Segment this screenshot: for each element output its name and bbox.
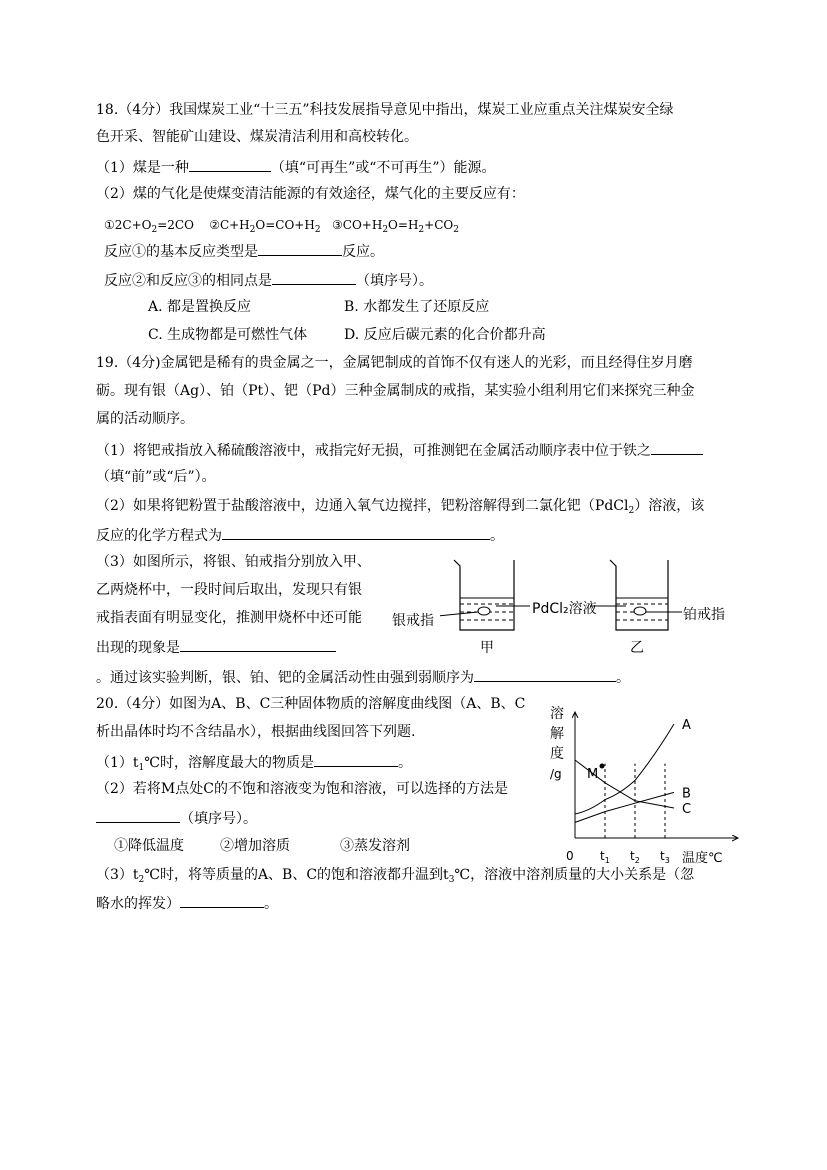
q20-part2-b: （填序号）。 [96, 808, 257, 828]
curve-label-B: B [682, 786, 691, 802]
q20-p3-blank[interactable] [180, 893, 264, 908]
tick-label-t2: $t_2$ [630, 849, 640, 865]
q19-p3-blank2[interactable] [474, 667, 616, 682]
q18-p1-blank[interactable] [189, 157, 271, 172]
q19-p3-l4: 出现的现象是 [96, 637, 336, 657]
point-m [600, 764, 605, 769]
q20-part3-b: 略水的挥发） 。 [96, 893, 278, 913]
q19-line2: 砺。现有银（Ag）、铂（Pt）、钯（Pd）三种金属制成的戒指，某实验小组利用它们来探究三种金 [96, 383, 695, 399]
ylabel-unit: /g [550, 767, 562, 781]
q18-part2: （2）煤的气化是使煤变清洁能源的有效途径，煤气化的主要反应有： [96, 186, 525, 202]
q19-line1: 19.（4分)金属钯是稀有的贵金属之一，金属钯制成的首饰不仅有迷人的光彩，而且经得住岁月磨 [96, 355, 693, 371]
q18-r1: 反应①的基本反应类型是 反应。 [104, 241, 384, 261]
q19-p3-l2: 乙两烧杯中，一段时间后取出，发现只有银 [96, 582, 362, 598]
q18-reactions: $①2C+O_2=2CO$ $②C+H_2O=CO+H_2$ $③CO+H_2O=H_2+CO_2$ [104, 218, 459, 235]
curve-B [575, 792, 674, 822]
q19-part2: （2）如果将钯粉置于盐酸溶液中，边通入氧气边搅拌，钯粉溶解得到二氯化钯（PdCl$_2$）溶液，该 [96, 498, 705, 516]
label-beaker-yi: 乙 [630, 640, 644, 656]
beaker-figure [440, 556, 740, 636]
silver-ring-shape [478, 607, 490, 615]
curve-label-C: C [682, 802, 692, 817]
q20-part3: $(3)t_2℃$时，将等质量的A、B、C的饱和溶液都升温到$t_3℃$，溶液中溶剂质量的大小关系是（忽 [96, 867, 695, 885]
xlabel: 温度℃ [682, 851, 723, 866]
q18-line2: 色开采、智能矿山建设、煤炭清洁利用和高校转化。 [96, 129, 418, 145]
q20-opt2: ②增加溶质 [220, 838, 290, 854]
q19-p1-blank[interactable] [651, 440, 703, 455]
label-beaker-jia: 甲 [480, 640, 494, 656]
ylabel-char-1: 溶 [550, 706, 564, 722]
q18-option-b: B. 水都发生了还原反应 [344, 299, 490, 315]
q18-p1-text-a: （1）煤是一种 [96, 160, 189, 176]
q18-line1: 18.（4分）我国煤炭工业“十三五”科技发展指导意见中指出，煤炭工业应重点关注煤炭安全绿 [96, 102, 674, 118]
q18-r2-blank[interactable] [272, 270, 356, 285]
q19-p3-l3: 戒指表面有明显变化，推测甲烧杯中还可能 [96, 610, 362, 626]
platinum-ring-shape [634, 607, 646, 615]
q19-part1-b: （填“前”或“后”）。 [96, 469, 216, 485]
q18-option-d: D. 反应后碳元素的化合价都升高 [344, 327, 546, 343]
q20-p2-blank[interactable] [96, 808, 180, 823]
ylabel-char-2: 解 [550, 726, 564, 742]
q20-line2: 析出晶体时均不含结晶水），根据曲线图回答下列题. [96, 724, 416, 740]
q19-p3-blank1[interactable] [180, 637, 336, 652]
q19-part1: （1）将钯戒指放入稀硫酸溶液中，戒指完好无损，可推测钯在金属活动顺序表中位于铁之 [96, 440, 703, 460]
q18-option-c: C. 生成物都是可燃性气体 [148, 327, 308, 343]
q20-part2: （2）若将M点处C的不饱和溶液变为饱和溶液，可以选择的方法是 [96, 781, 508, 797]
solubility-chart [540, 700, 745, 870]
beaker-jia [454, 560, 514, 630]
q19-part2-c: 反应的化学方程式为 。 [96, 525, 504, 545]
tick-label-t1: $t_1$ [600, 849, 610, 865]
q19-p3-l5: 。通过该实验判断，银、铂、钯的金属活动性由强到弱顺序为 。 [96, 667, 630, 687]
q18-part1 [96, 157, 496, 177]
q18-p1-text-b: （填“可再生”或“不可再生”）能源。 [270, 160, 496, 176]
q18-option-a: A. 都是置换反应 [148, 299, 252, 315]
label-silver-ring: 银戒指 [392, 613, 434, 629]
q18-r1-blank[interactable] [258, 241, 342, 256]
q20-opt1: ①降低温度 [114, 838, 184, 854]
beaker-yi [610, 560, 668, 630]
label-platinum-ring: 铂戒指 [683, 607, 725, 623]
q19-p3-l1: （3）如图所示，将银、铂戒指分别放入甲、 [96, 554, 371, 570]
point-m-label: M [587, 767, 599, 782]
q18-r2: 反应②和反应③的相同点是 （填序号）。 [104, 270, 433, 290]
ylabel-char-3: 度 [550, 746, 564, 762]
q19-p2-blank[interactable] [222, 525, 490, 540]
q19-line3: 属的活动顺序。 [96, 411, 194, 427]
q20-p1-blank[interactable] [314, 752, 398, 767]
q20-line1: 20.（4分）如图为A、B、C三种固体物质的溶解度曲线图（A、B、C [96, 696, 526, 712]
tick-label-t3: $t_3$ [660, 849, 670, 865]
curve-label-A: A [682, 718, 691, 733]
q20-part1: $(1)t_1℃$时，溶解度最大的物质是 。 [96, 752, 412, 777]
q20-opt3: ③蒸发溶剂 [340, 838, 410, 854]
origin-label: 0 [566, 849, 574, 863]
label-pdcl2-solution: PdCl₂溶液 [532, 601, 597, 617]
